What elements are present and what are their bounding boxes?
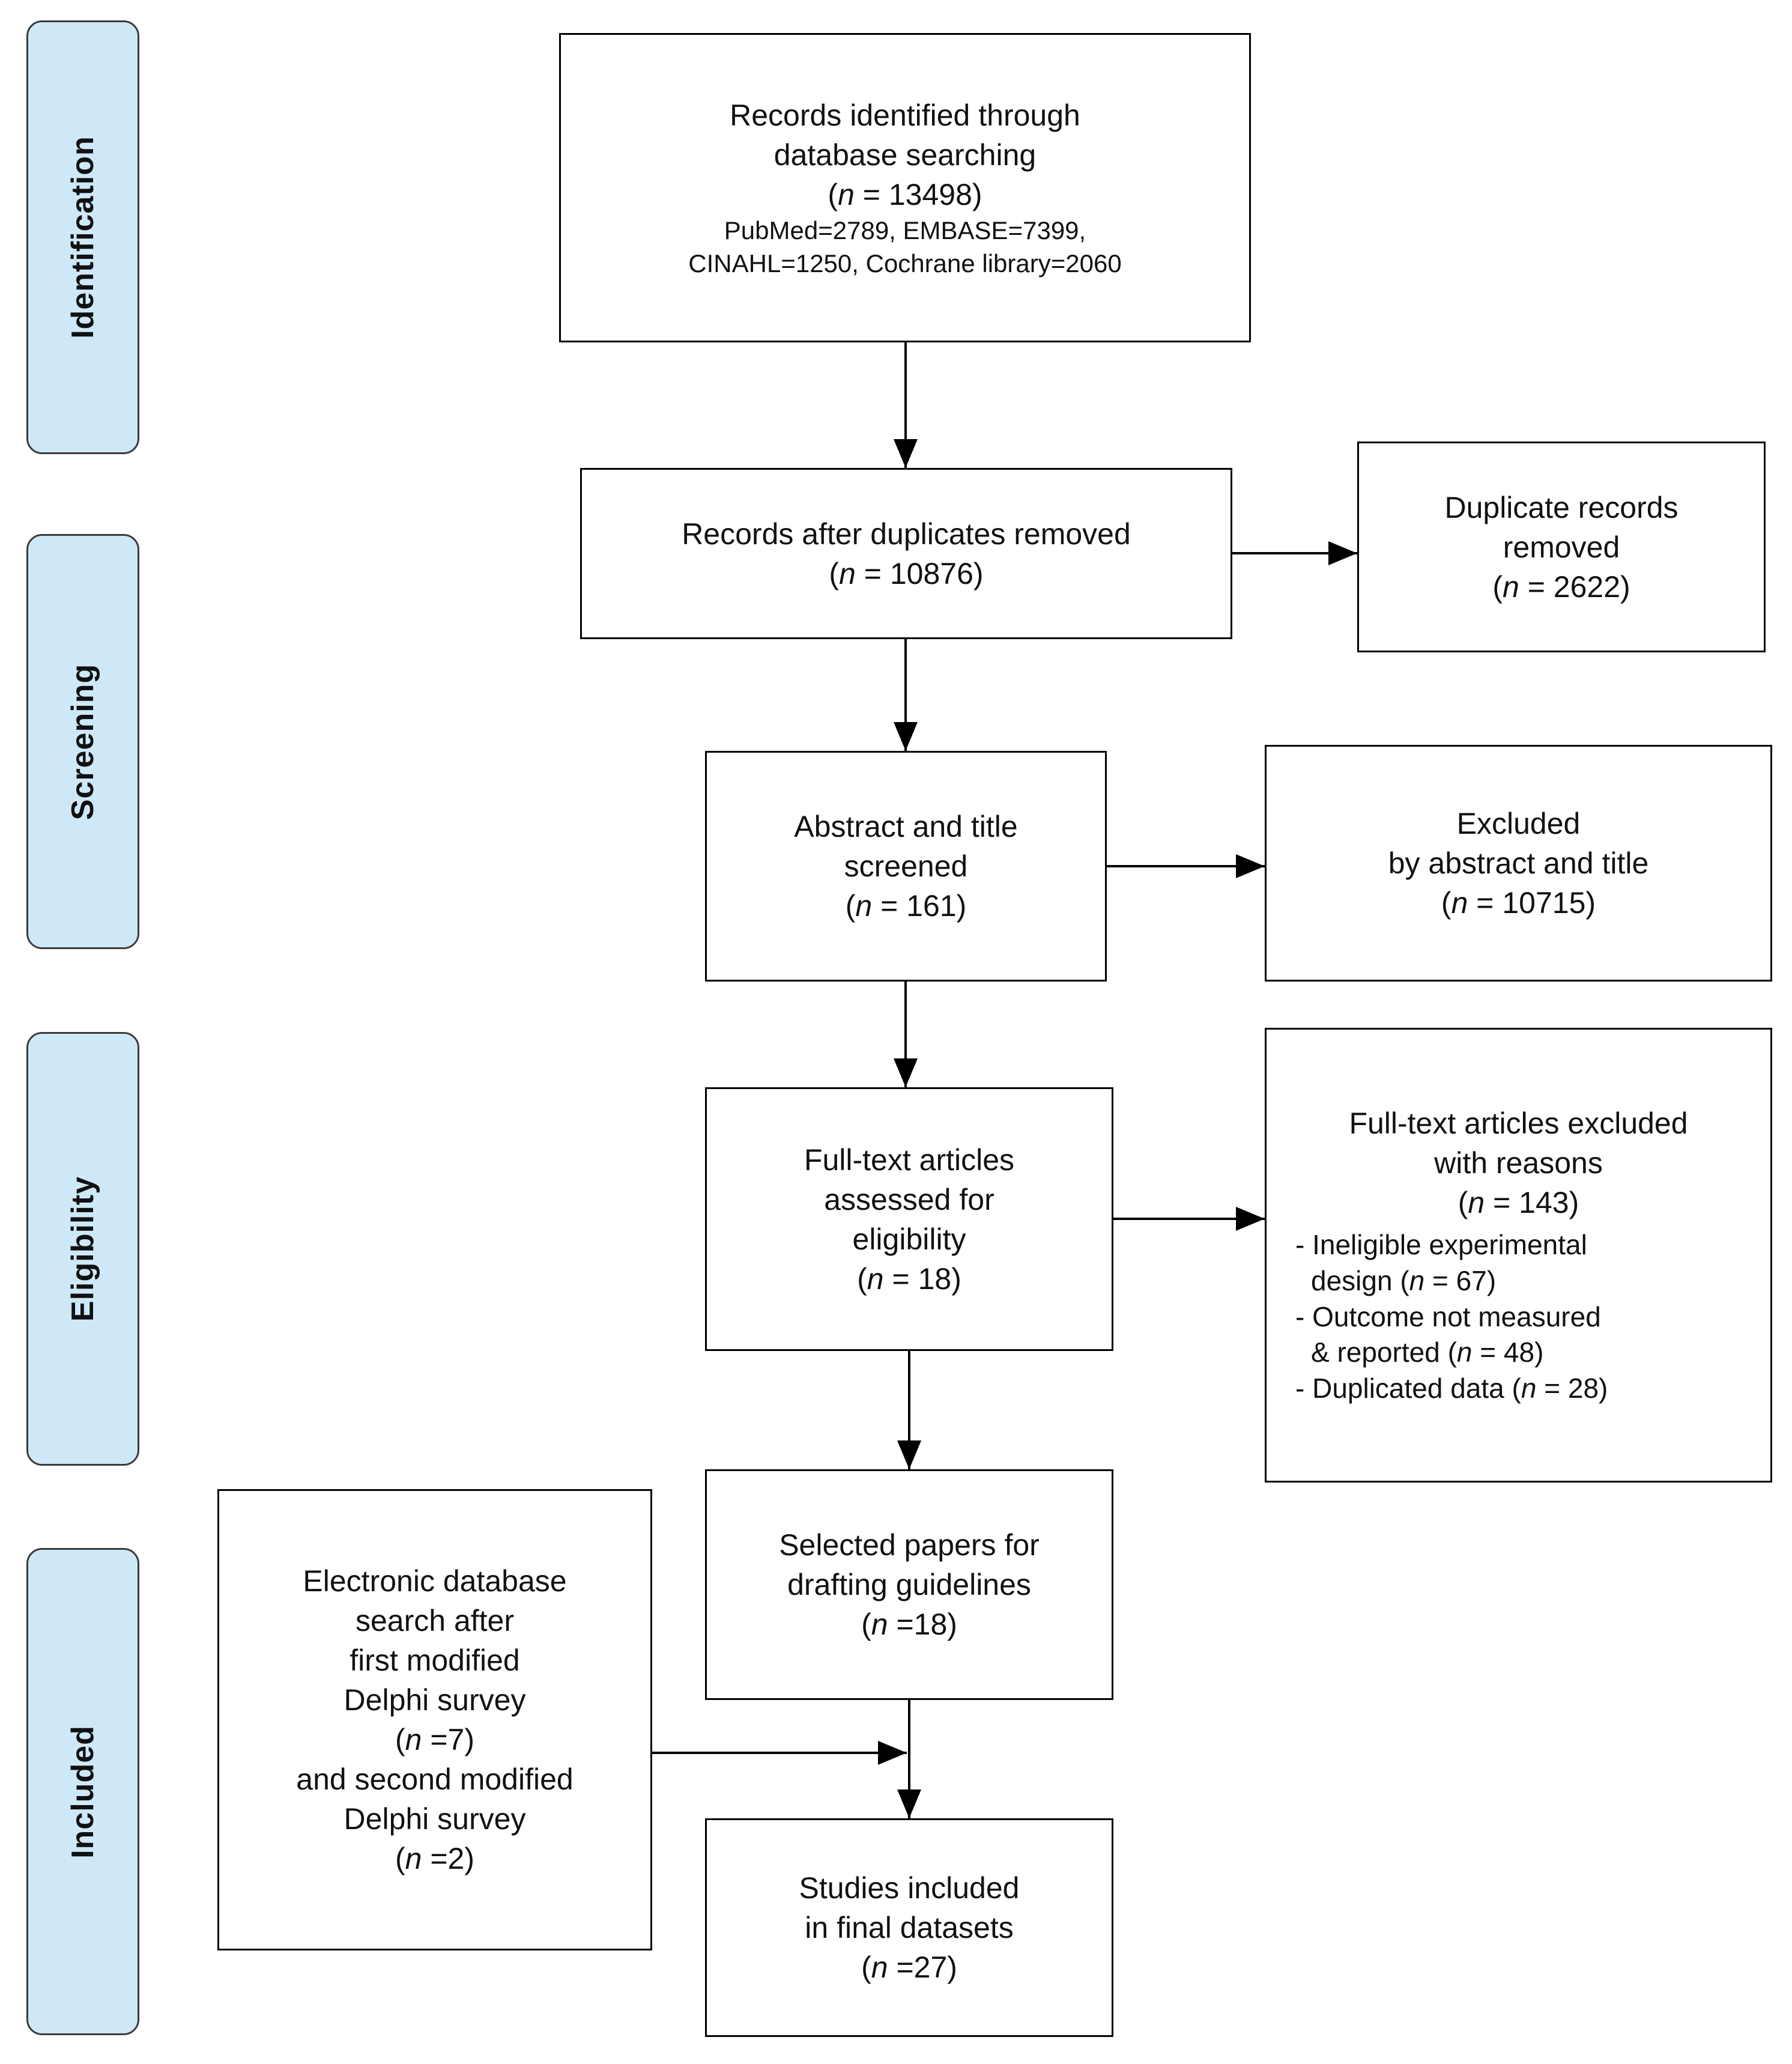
n-count: (n = 10715) [1441,886,1596,920]
box-excluded-abstract [1265,745,1772,982]
text-line: Duplicate records [1444,490,1678,524]
text-line: Records after duplicates removed [682,517,1131,551]
box-fulltext-excluded [1265,1028,1772,1483]
n-count: (n =27) [861,1950,957,1984]
n-count: (n = 18) [857,1261,961,1296]
text-line: removed [1503,530,1620,564]
text-line: drafting guidelines [787,1568,1031,1601]
text-line: Full-text articles excluded [1349,1106,1688,1140]
n-count: (n = 13498) [828,177,982,211]
text-line: with reasons [1434,1146,1603,1180]
n-count: (n =7) [395,1723,475,1756]
text-line: Electronic database [303,1564,567,1598]
database-detail-line: PubMed=2789, EMBASE=7399, [724,216,1086,244]
box-delphi-search [217,1489,652,1950]
reason-line: & reported (n = 48) [1311,1337,1544,1368]
text-line: Full-text articles [804,1143,1015,1177]
box-studies-included [705,1818,1113,2037]
box-after-duplicates [580,468,1232,639]
text-line: Selected papers for [779,1528,1040,1562]
stage-screening-label: Screening [65,663,101,820]
n-count: (n = 10876) [829,556,984,590]
text-line: Abstract and title [794,810,1018,843]
text-line: Delphi survey [344,1683,526,1717]
box-selected-papers [705,1469,1113,1700]
box-abstract-screened [705,751,1107,982]
reason-line: design (n = 67) [1311,1264,1497,1296]
text-line: screened [844,849,968,883]
text-line: by abstract and title [1388,846,1649,880]
text-line: search after [355,1604,514,1638]
text-line: Records identified through [730,98,1080,132]
stage-eligibility-label: Eligibility [65,1176,101,1322]
reason-line: - Duplicated data (n = 28) [1295,1373,1608,1404]
stage-identification-label: Identification [65,136,100,339]
stage-eligibility [26,1032,139,1466]
exclusion-reasons [1267,1227,1770,1407]
text-line: assessed for [824,1182,994,1216]
n-count: (n = 2622) [1492,569,1630,604]
box-records-identified [559,33,1251,342]
n-count: (n =18) [861,1607,957,1641]
n-count: (n = 143) [1458,1186,1579,1219]
reason-line: - Ineligible experimental [1295,1229,1587,1260]
stage-included-label: Included [65,1725,101,1859]
text-line: eligibility [852,1222,966,1256]
reason-line: - Outcome not measured [1295,1301,1601,1332]
text-line: in final datasets [805,1911,1014,1944]
text-line: database searching [773,138,1037,172]
database-detail-line: CINAHL=1250, Cochrane library=2060 [688,249,1122,278]
stage-identification [26,20,139,454]
text-line: Excluded [1456,807,1581,840]
stage-included [26,1548,139,2035]
n-count: (n =2) [395,1842,475,1875]
box-fulltext-assessed [705,1087,1113,1351]
stage-screening [26,534,139,949]
text-line: first modified [350,1644,520,1677]
text-line: Delphi survey [344,1802,526,1836]
box-duplicates-removed [1357,442,1766,652]
n-count: (n = 161) [845,889,967,923]
text-line: and second modified [296,1762,574,1796]
text-line: Studies included [799,1871,1020,1905]
